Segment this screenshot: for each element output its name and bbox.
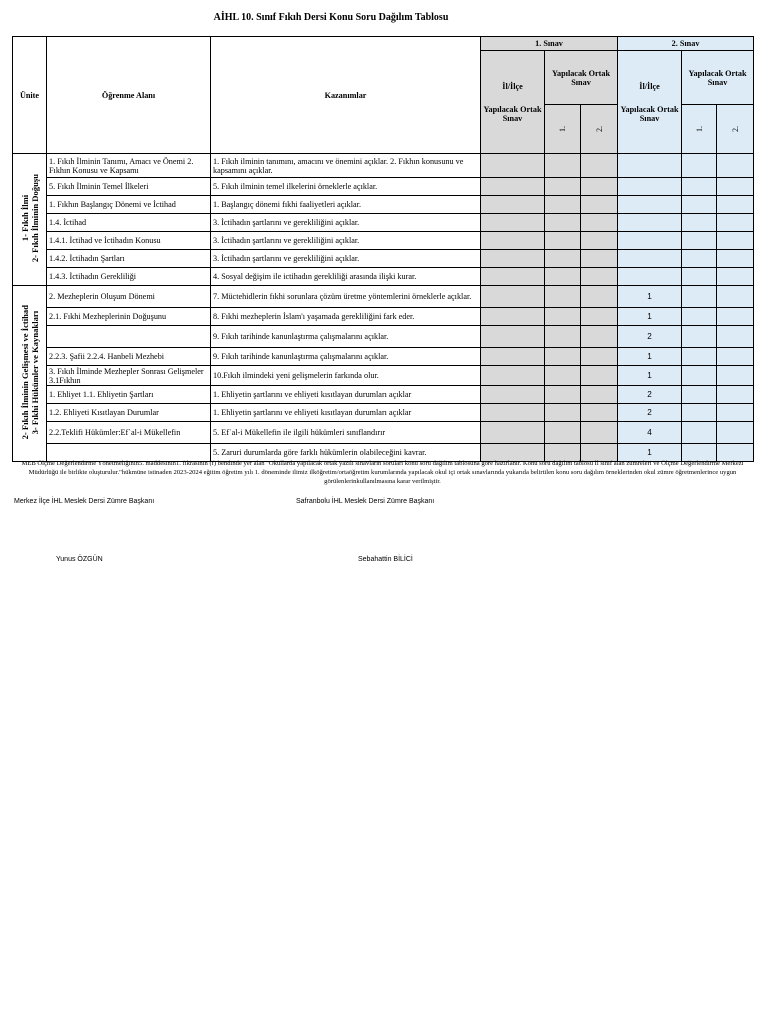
unit-label-1: 1- Fıkıh İlmi 2- Fıkıh İlminin Doğuşu [13,154,47,286]
count-cell [682,444,717,462]
count-cell [717,386,754,404]
sinav2-il-count [618,268,682,286]
count-cell [481,286,545,308]
table-row [13,250,754,268]
count-cell [545,286,581,308]
count-cell [545,422,581,444]
count-cell [545,386,581,404]
count-cell [717,268,754,286]
header-s2-sub-1: 1. [682,105,717,154]
learning-area-cell: 1. Ehliyet 1.1. Ehliyetin Şartları [47,386,211,404]
sinav2-il-count [618,178,682,196]
kazanim-cell: 5. Zaruri durumlarda göre farklı hükümlerin olabileceğini kavrar. [211,444,481,462]
header-sinav-1: 1. Sınav [481,37,618,51]
kazanim-cell: 5. Fıkıh ilminin temel ilkelerini örneklerle açıklar. [211,178,481,196]
header-s2-ortak: Yapılacak Ortak Sınav [682,51,754,105]
count-cell [682,422,717,444]
count-cell [581,268,618,286]
count-cell [481,404,545,422]
header-unite: Ünite [13,37,47,154]
table-row [13,178,754,196]
header-s1-ortak: Yapılacak Ortak Sınav [545,51,618,105]
regulation-note: MEB Ölçme Değerlendirme Yönetmeliğinin5. maddesinin1. fıkrasının (f) bendinde yer alan "Okullarda yapılacak ortak yazılı sınavların soruları konu soru dağılım tablosuna göre hazırlanır. Konu soru dağılım tablosu İl sınıf alan zümreleri ve Ölçme Değerlendirme Merkezi Müdürlüğü ile birlikte oluşturulur."hükmüne istinaden 2023-2024 eğitim öğretim yılı 1. döneminde ilimiz ilköğretim/ortaöğretim kurumlarında yapılacak okul içi ortak sınavlarında yukarıda belirtilen konu soru dağılım örneklerinden okul zümre öğretmenlerince uygun görülenlerinkullanılmasına karar verilmiştir. [21,460,744,485]
count-cell [682,366,717,386]
count-cell [581,308,618,326]
learning-area-cell: 1.4.3. İctihadın Gerekliliği [47,268,211,286]
table-row [13,268,754,286]
count-cell [717,286,754,308]
count-cell [581,250,618,268]
count-cell [545,366,581,386]
count-cell [481,308,545,326]
table-row [13,308,754,326]
header-s2-il-ilce: İl/İlçe Yapılacak Ortak Sınav [618,51,682,154]
sinav2-il-count: 1 [618,348,682,366]
sinav2-il-count [618,154,682,178]
kazanim-cell: 3. İctihadın şartlarını ve gerekliliğini açıklar. [211,250,481,268]
kazanim-cell: 1. Ehliyetin şartlarını ve ehliyeti kısıtlayan durumları açıklar [211,386,481,404]
count-cell [717,250,754,268]
learning-area-cell: 2. Mezheplerin Oluşum Dönemi [47,286,211,308]
count-cell [581,286,618,308]
table-row [13,232,754,250]
learning-area-cell: 1.4.2. İctihadın Şartları [47,250,211,268]
count-cell [545,178,581,196]
count-cell [545,404,581,422]
count-cell [581,214,618,232]
count-cell [545,250,581,268]
count-cell [717,178,754,196]
count-cell [581,196,618,214]
table-row [13,386,754,404]
learning-area-cell: 1. Fıkıh İlminin Tanımı, Amacı ve Önemi 2. Fıkhın Konusu ve Kapsamı [47,154,211,178]
header-s1-sub-1: 1. [545,105,581,154]
signature-left-name: Yunus ÖZGÜN [56,556,103,563]
count-cell [717,154,754,178]
count-cell [581,366,618,386]
header-kazanimlar: Kazanımlar [211,37,481,154]
count-cell [581,154,618,178]
count-cell [481,154,545,178]
count-cell [581,232,618,250]
count-cell [682,404,717,422]
sinav2-il-count [618,250,682,268]
learning-area-cell: 1.2. Ehliyeti Kısıtlayan Durumlar [47,404,211,422]
count-cell [581,422,618,444]
learning-area-cell [47,444,211,462]
kazanim-cell: 3. İctihadın şartlarını ve gerekliliğini açıklar. [211,214,481,232]
count-cell [682,286,717,308]
sinav2-il-count [618,214,682,232]
count-cell [717,214,754,232]
count-cell [545,326,581,348]
kazanim-cell: 1. Ehliyetin şartlarını ve ehliyeti kısıtlayan durumları açıklar [211,404,481,422]
unit-label-2: 2- Fıkıh İlminin Gelişmesi ve İctihad 3- Fıkhi Hükümler ve Kaynakları [13,286,47,462]
sinav2-il-count [618,232,682,250]
header-ogrenme-alani: Öğrenme Alanı [47,37,211,154]
count-cell [682,214,717,232]
count-cell [682,348,717,366]
distribution-table [12,36,754,462]
table-row [13,286,754,308]
count-cell [581,444,618,462]
kazanim-cell: 1. Fıkıh ilminin tanımını, amacını ve önemini açıklar. 2. Fıkhın konusunu ve kapsamını açıklar. [211,154,481,178]
kazanim-cell: 9. Fıkıh tarihinde kanunlaştırma çalışmalarını açıklar. [211,326,481,348]
table-row [13,348,754,366]
count-cell [481,250,545,268]
sinav2-il-count: 2 [618,404,682,422]
learning-area-cell: 2.2.Teklifi Hükümler:Ef`al-i Mükellefin [47,422,211,444]
table-row [13,422,754,444]
count-cell [481,348,545,366]
learning-area-cell: 2.2.3. Şafii 2.2.4. Hanbeli Mezhebi [47,348,211,366]
count-cell [545,214,581,232]
kazanim-cell: 5. Ef`al-i Mükellefin ile ilgili hükümleri sınıflandırır [211,422,481,444]
count-cell [481,232,545,250]
count-cell [717,308,754,326]
signature-right-name: Sebahattin BİLİCİ [358,556,413,563]
count-cell [545,444,581,462]
kazanim-cell: 10.Fıkıh ilmindeki yeni gelişmelerin farkında olur. [211,366,481,386]
kazanim-cell: 4. Sosyal değişim ile ictihadın gerekliliği arasında ilişki kurar. [211,268,481,286]
kazanim-cell: 9. Fıkıh tarihinde kanunlaştırma çalışmalarını açıklar. [211,348,481,366]
count-cell [717,444,754,462]
count-cell [545,232,581,250]
count-cell [717,326,754,348]
count-cell [717,404,754,422]
count-cell [545,268,581,286]
learning-area-cell: 3. Fıkıh İlminde Mezhepler Sonrası Gelişmeler 3.1Fıkhın [47,366,211,386]
page-title: AİHL 10. Sınıf Fıkıh Dersi Konu Soru Dağılım Tablosu [213,12,449,23]
count-cell [545,348,581,366]
kazanim-cell: 3. İctihadın şartlarını ve gerekliliğini açıklar. [211,232,481,250]
table-row [13,404,754,422]
count-cell [682,154,717,178]
count-cell [682,326,717,348]
table-row [13,214,754,232]
count-cell [581,178,618,196]
count-cell [717,232,754,250]
learning-area-cell: 1.4. İctihad [47,214,211,232]
sinav2-il-count: 1 [618,366,682,386]
count-cell [581,326,618,348]
sinav2-il-count: 1 [618,308,682,326]
count-cell [682,232,717,250]
kazanim-cell: 7. Müctehidlerin fıkhi sorunlara çözüm üretme yöntemlerini örneklerle açıklar. [211,286,481,308]
sinav2-il-count: 1 [618,286,682,308]
learning-area-cell: 1.4.1. İctihad ve İctihadın Konusu [47,232,211,250]
sinav2-il-count: 1 [618,444,682,462]
sinav2-il-count: 4 [618,422,682,444]
count-cell [481,326,545,348]
table-row [13,196,754,214]
learning-area-cell: 5. Fıkıh İlminin Temel İlkeleri [47,178,211,196]
count-cell [682,308,717,326]
count-cell [581,348,618,366]
count-cell [481,386,545,404]
header-s1-sub-2: 2. [581,105,618,154]
sinav2-il-count [618,196,682,214]
sinav2-il-count: 2 [618,326,682,348]
signature-left-title: Merkez İlçe İHL Meslek Dersi Zümre Başkanı [14,498,155,505]
count-cell [717,422,754,444]
count-cell [481,422,545,444]
kazanim-cell: 8. Fıkhi mezheplerin İslam'ı yaşamada gerekliliğini fark eder. [211,308,481,326]
signature-right-title: Safranbolu İHL Meslek Dersi Zümre Başkanı [296,498,435,505]
count-cell [481,268,545,286]
count-cell [717,366,754,386]
count-cell [481,214,545,232]
count-cell [717,196,754,214]
count-cell [717,348,754,366]
count-cell [682,268,717,286]
table-row [13,326,754,348]
sinav2-il-count: 2 [618,386,682,404]
table-row [13,444,754,462]
count-cell [682,178,717,196]
table-row [13,366,754,386]
learning-area-cell: 2.1. Fıkhi Mezheplerinin Doğuşunu [47,308,211,326]
learning-area-cell [47,326,211,348]
header-sinav-2: 2. Sınav [618,37,754,51]
kazanim-cell: 1. Başlangıç dönemi fıkhi faaliyetleri açıklar. [211,196,481,214]
count-cell [545,308,581,326]
count-cell [481,444,545,462]
table-row [13,154,754,178]
header-s2-sub-2: 2. [717,105,754,154]
header-s1-il-ilce: İl/İlçe Yapılacak Ortak Sınav [481,51,545,154]
count-cell [581,404,618,422]
count-cell [682,196,717,214]
count-cell [481,178,545,196]
count-cell [581,386,618,404]
count-cell [682,386,717,404]
count-cell [545,154,581,178]
count-cell [545,196,581,214]
count-cell [481,366,545,386]
count-cell [481,196,545,214]
count-cell [682,250,717,268]
learning-area-cell: 1. Fıkhın Başlangıç Dönemi ve İctihad [47,196,211,214]
